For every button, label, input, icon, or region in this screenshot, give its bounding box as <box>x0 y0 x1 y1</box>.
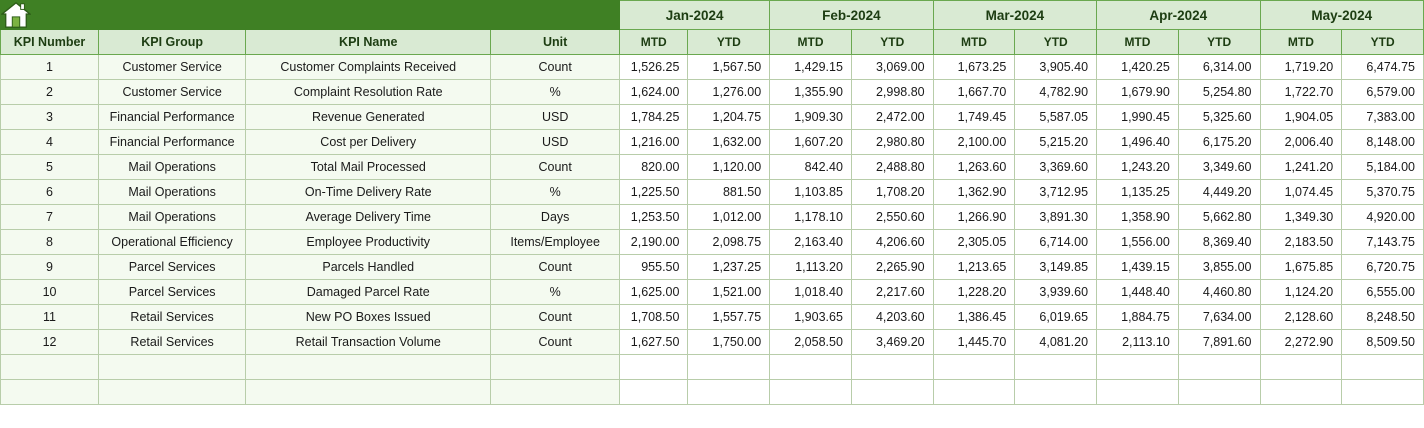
cell-may-ytd: 7,143.75 <box>1342 230 1424 255</box>
cell-mar-ytd <box>1015 380 1097 405</box>
cell-jan-ytd <box>688 380 770 405</box>
cell-feb-ytd: 3,069.00 <box>851 55 933 80</box>
cell-jan-mtd: 955.50 <box>620 255 688 280</box>
cell-kpi-number: 9 <box>1 255 99 280</box>
cell-feb-ytd <box>851 380 933 405</box>
cell-kpi-group: Retail Services <box>99 330 246 355</box>
cell-feb-ytd: 4,206.60 <box>851 230 933 255</box>
cell-feb-mtd: 1,113.20 <box>770 255 852 280</box>
cell-apr-mtd: 1,439.15 <box>1097 255 1179 280</box>
cell-kpi-number: 11 <box>1 305 99 330</box>
cell-kpi-group: Mail Operations <box>99 205 246 230</box>
cell-unit: Count <box>491 330 620 355</box>
cell-may-mtd <box>1260 380 1342 405</box>
table-row <box>1 305 1424 330</box>
cell-apr-mtd: 1,496.40 <box>1097 130 1179 155</box>
cell-kpi-group: Customer Service <box>99 80 246 105</box>
cell-mar-mtd: 1,266.90 <box>933 205 1015 230</box>
cell-feb-mtd: 2,058.50 <box>770 330 852 355</box>
cell-apr-mtd: 1,420.25 <box>1097 55 1179 80</box>
cell-kpi-number: 2 <box>1 80 99 105</box>
cell-jan-mtd: 820.00 <box>620 155 688 180</box>
cell-apr-ytd: 3,855.00 <box>1178 255 1260 280</box>
cell-feb-ytd: 2,488.80 <box>851 155 933 180</box>
cell-apr-ytd: 4,449.20 <box>1178 180 1260 205</box>
table-row <box>1 205 1424 230</box>
cell-kpi-group <box>99 380 246 405</box>
column-header-kpi-group: KPI Group <box>99 30 246 55</box>
cell-may-ytd <box>1342 380 1424 405</box>
cell-apr-ytd: 5,325.60 <box>1178 105 1260 130</box>
cell-kpi-name: Complaint Resolution Rate <box>246 80 491 105</box>
cell-mar-mtd: 1,263.60 <box>933 155 1015 180</box>
cell-feb-mtd: 842.40 <box>770 155 852 180</box>
cell-apr-ytd <box>1178 380 1260 405</box>
cell-may-mtd: 1,675.85 <box>1260 255 1342 280</box>
cell-apr-mtd: 1,884.75 <box>1097 305 1179 330</box>
cell-may-mtd: 2,128.60 <box>1260 305 1342 330</box>
cell-apr-mtd <box>1097 380 1179 405</box>
month-header-jan: Jan-2024 <box>620 1 770 30</box>
cell-jan-mtd: 1,627.50 <box>620 330 688 355</box>
cell-may-ytd: 8,248.50 <box>1342 305 1424 330</box>
cell-may-ytd: 8,148.00 <box>1342 130 1424 155</box>
cell-jan-mtd: 1,624.00 <box>620 80 688 105</box>
cell-kpi-number: 12 <box>1 330 99 355</box>
cell-apr-ytd: 5,662.80 <box>1178 205 1260 230</box>
cell-feb-mtd <box>770 380 852 405</box>
cell-jan-mtd: 1,708.50 <box>620 305 688 330</box>
cell-jan-mtd: 1,253.50 <box>620 205 688 230</box>
cell-mar-ytd: 3,369.60 <box>1015 155 1097 180</box>
cell-unit: Days <box>491 205 620 230</box>
cell-may-mtd: 1,124.20 <box>1260 280 1342 305</box>
cell-may-mtd: 1,074.45 <box>1260 180 1342 205</box>
cell-may-ytd: 8,509.50 <box>1342 330 1424 355</box>
cell-unit: % <box>491 180 620 205</box>
cell-kpi-name: New PO Boxes Issued <box>246 305 491 330</box>
table-row <box>1 255 1424 280</box>
cell-apr-ytd: 7,891.60 <box>1178 330 1260 355</box>
cell-unit: % <box>491 80 620 105</box>
cell-mar-mtd: 1,362.90 <box>933 180 1015 205</box>
cell-mar-mtd: 1,386.45 <box>933 305 1015 330</box>
cell-mar-mtd: 1,673.25 <box>933 55 1015 80</box>
cell-kpi-group: Financial Performance <box>99 130 246 155</box>
cell-mar-ytd: 5,587.05 <box>1015 105 1097 130</box>
table-row <box>1 180 1424 205</box>
cell-may-ytd: 5,370.75 <box>1342 180 1424 205</box>
cell-feb-ytd: 2,550.60 <box>851 205 933 230</box>
cell-may-mtd: 2,006.40 <box>1260 130 1342 155</box>
cell-feb-mtd: 1,103.85 <box>770 180 852 205</box>
cell-unit: % <box>491 280 620 305</box>
cell-apr-mtd: 1,990.45 <box>1097 105 1179 130</box>
column-header-jan-ytd: YTD <box>688 30 770 55</box>
cell-may-ytd: 4,920.00 <box>1342 205 1424 230</box>
cell-apr-mtd: 1,243.20 <box>1097 155 1179 180</box>
table-row <box>1 155 1424 180</box>
cell-jan-mtd: 1,625.00 <box>620 280 688 305</box>
cell-unit: Count <box>491 305 620 330</box>
table-row <box>1 130 1424 155</box>
cell-kpi-number <box>1 380 99 405</box>
column-header-mar-mtd: MTD <box>933 30 1015 55</box>
cell-apr-mtd: 1,556.00 <box>1097 230 1179 255</box>
column-header-row <box>1 30 1424 55</box>
cell-mar-ytd: 3,905.40 <box>1015 55 1097 80</box>
cell-kpi-group <box>99 355 246 380</box>
cell-unit: Count <box>491 255 620 280</box>
cell-mar-ytd: 4,782.90 <box>1015 80 1097 105</box>
cell-jan-ytd: 1,632.00 <box>688 130 770 155</box>
cell-apr-mtd: 1,135.25 <box>1097 180 1179 205</box>
cell-jan-mtd: 1,526.25 <box>620 55 688 80</box>
cell-jan-ytd: 1,557.75 <box>688 305 770 330</box>
cell-may-mtd: 2,272.90 <box>1260 330 1342 355</box>
table-row <box>1 105 1424 130</box>
cell-mar-mtd: 2,305.05 <box>933 230 1015 255</box>
cell-kpi-name: Damaged Parcel Rate <box>246 280 491 305</box>
month-header-feb: Feb-2024 <box>770 1 933 30</box>
cell-jan-ytd: 1,567.50 <box>688 55 770 80</box>
cell-kpi-number <box>1 355 99 380</box>
cell-feb-ytd: 2,980.80 <box>851 130 933 155</box>
month-header-apr: Apr-2024 <box>1097 1 1260 30</box>
table-row <box>1 280 1424 305</box>
cell-kpi-number: 5 <box>1 155 99 180</box>
cell-kpi-name: On-Time Delivery Rate <box>246 180 491 205</box>
cell-mar-mtd: 2,100.00 <box>933 130 1015 155</box>
cell-jan-mtd: 1,216.00 <box>620 130 688 155</box>
cell-mar-ytd: 4,081.20 <box>1015 330 1097 355</box>
cell-kpi-number: 7 <box>1 205 99 230</box>
cell-kpi-name <box>246 380 491 405</box>
cell-unit <box>491 355 620 380</box>
cell-may-mtd: 1,349.30 <box>1260 205 1342 230</box>
home-icon[interactable] <box>1 1 31 29</box>
cell-mar-ytd: 3,891.30 <box>1015 205 1097 230</box>
cell-unit: USD <box>491 105 620 130</box>
cell-kpi-number: 8 <box>1 230 99 255</box>
cell-jan-ytd <box>688 355 770 380</box>
cell-mar-ytd: 3,149.85 <box>1015 255 1097 280</box>
cell-unit: Items/Employee <box>491 230 620 255</box>
cell-apr-mtd: 1,679.90 <box>1097 80 1179 105</box>
cell-kpi-number: 4 <box>1 130 99 155</box>
month-header-mar: Mar-2024 <box>933 1 1096 30</box>
cell-feb-ytd: 2,472.00 <box>851 105 933 130</box>
cell-may-mtd <box>1260 355 1342 380</box>
cell-apr-ytd: 7,634.00 <box>1178 305 1260 330</box>
cell-jan-ytd: 1,120.00 <box>688 155 770 180</box>
cell-jan-ytd: 1,276.00 <box>688 80 770 105</box>
column-header-may-ytd: YTD <box>1342 30 1424 55</box>
cell-mar-ytd: 5,215.20 <box>1015 130 1097 155</box>
kpi-table-body <box>1 55 1424 405</box>
column-header-kpi-number: KPI Number <box>1 30 99 55</box>
cell-unit: Count <box>491 155 620 180</box>
cell-feb-mtd: 1,429.15 <box>770 55 852 80</box>
cell-apr-ytd: 3,349.60 <box>1178 155 1260 180</box>
header-band-row <box>1 1 1424 30</box>
cell-may-ytd: 6,720.75 <box>1342 255 1424 280</box>
cell-kpi-group: Retail Services <box>99 305 246 330</box>
cell-apr-ytd: 6,314.00 <box>1178 55 1260 80</box>
column-header-kpi-name: KPI Name <box>246 30 491 55</box>
cell-may-mtd: 2,183.50 <box>1260 230 1342 255</box>
cell-apr-mtd: 1,358.90 <box>1097 205 1179 230</box>
cell-jan-mtd: 1,784.25 <box>620 105 688 130</box>
cell-feb-ytd: 2,998.80 <box>851 80 933 105</box>
cell-may-ytd: 6,579.00 <box>1342 80 1424 105</box>
logo-cell[interactable] <box>1 1 620 30</box>
cell-jan-ytd: 881.50 <box>688 180 770 205</box>
cell-unit <box>491 380 620 405</box>
cell-mar-mtd: 1,667.70 <box>933 80 1015 105</box>
cell-kpi-name: Revenue Generated <box>246 105 491 130</box>
column-header-feb-ytd: YTD <box>851 30 933 55</box>
cell-jan-ytd: 1,521.00 <box>688 280 770 305</box>
cell-feb-mtd: 1,355.90 <box>770 80 852 105</box>
cell-apr-mtd: 2,113.10 <box>1097 330 1179 355</box>
cell-kpi-group: Financial Performance <box>99 105 246 130</box>
cell-mar-ytd <box>1015 355 1097 380</box>
cell-kpi-name: Total Mail Processed <box>246 155 491 180</box>
cell-jan-mtd <box>620 380 688 405</box>
cell-kpi-group: Operational Efficiency <box>99 230 246 255</box>
cell-kpi-name: Parcels Handled <box>246 255 491 280</box>
cell-jan-mtd: 1,225.50 <box>620 180 688 205</box>
cell-jan-mtd <box>620 355 688 380</box>
cell-kpi-number: 3 <box>1 105 99 130</box>
cell-may-ytd: 7,383.00 <box>1342 105 1424 130</box>
cell-feb-ytd: 2,217.60 <box>851 280 933 305</box>
cell-may-mtd: 1,904.05 <box>1260 105 1342 130</box>
cell-feb-ytd: 2,265.90 <box>851 255 933 280</box>
cell-feb-mtd: 1,607.20 <box>770 130 852 155</box>
cell-kpi-group: Mail Operations <box>99 155 246 180</box>
cell-apr-ytd: 4,460.80 <box>1178 280 1260 305</box>
cell-kpi-group: Customer Service <box>99 55 246 80</box>
cell-jan-mtd: 2,190.00 <box>620 230 688 255</box>
cell-mar-ytd: 3,939.60 <box>1015 280 1097 305</box>
cell-mar-ytd: 6,714.00 <box>1015 230 1097 255</box>
column-header-unit: Unit <box>491 30 620 55</box>
cell-jan-ytd: 1,204.75 <box>688 105 770 130</box>
cell-kpi-number: 10 <box>1 280 99 305</box>
cell-feb-ytd: 3,469.20 <box>851 330 933 355</box>
cell-mar-ytd: 6,019.65 <box>1015 305 1097 330</box>
cell-jan-ytd: 1,750.00 <box>688 330 770 355</box>
column-header-apr-mtd: MTD <box>1097 30 1179 55</box>
cell-kpi-name: Retail Transaction Volume <box>246 330 491 355</box>
cell-feb-mtd: 1,178.10 <box>770 205 852 230</box>
cell-mar-ytd: 3,712.95 <box>1015 180 1097 205</box>
cell-kpi-name <box>246 355 491 380</box>
cell-may-ytd: 5,184.00 <box>1342 155 1424 180</box>
cell-apr-ytd: 5,254.80 <box>1178 80 1260 105</box>
column-header-mar-ytd: YTD <box>1015 30 1097 55</box>
cell-mar-mtd: 1,213.65 <box>933 255 1015 280</box>
cell-apr-ytd: 8,369.40 <box>1178 230 1260 255</box>
cell-kpi-name: Average Delivery Time <box>246 205 491 230</box>
column-header-jan-mtd: MTD <box>620 30 688 55</box>
cell-feb-ytd: 1,708.20 <box>851 180 933 205</box>
cell-may-mtd: 1,719.20 <box>1260 55 1342 80</box>
cell-unit: Count <box>491 55 620 80</box>
cell-mar-mtd: 1,749.45 <box>933 105 1015 130</box>
cell-kpi-group: Parcel Services <box>99 280 246 305</box>
column-header-may-mtd: MTD <box>1260 30 1342 55</box>
cell-apr-ytd <box>1178 355 1260 380</box>
cell-may-mtd: 1,241.20 <box>1260 155 1342 180</box>
cell-feb-ytd: 4,203.60 <box>851 305 933 330</box>
cell-kpi-number: 6 <box>1 180 99 205</box>
column-header-feb-mtd: MTD <box>770 30 852 55</box>
table-row <box>1 330 1424 355</box>
cell-may-ytd: 6,474.75 <box>1342 55 1424 80</box>
cell-mar-mtd: 1,228.20 <box>933 280 1015 305</box>
cell-may-mtd: 1,722.70 <box>1260 80 1342 105</box>
cell-kpi-name: Cost per Delivery <box>246 130 491 155</box>
cell-kpi-number: 1 <box>1 55 99 80</box>
month-header-may: May-2024 <box>1260 1 1423 30</box>
cell-unit: USD <box>491 130 620 155</box>
cell-feb-mtd: 1,909.30 <box>770 105 852 130</box>
column-header-apr-ytd: YTD <box>1178 30 1260 55</box>
cell-mar-mtd <box>933 380 1015 405</box>
cell-feb-mtd: 1,903.65 <box>770 305 852 330</box>
cell-may-ytd: 6,555.00 <box>1342 280 1424 305</box>
cell-feb-mtd: 1,018.40 <box>770 280 852 305</box>
table-row <box>1 55 1424 80</box>
cell-jan-ytd: 1,012.00 <box>688 205 770 230</box>
cell-feb-mtd <box>770 355 852 380</box>
cell-kpi-group: Mail Operations <box>99 180 246 205</box>
cell-kpi-group: Parcel Services <box>99 255 246 280</box>
cell-feb-mtd: 2,163.40 <box>770 230 852 255</box>
table-row <box>1 80 1424 105</box>
cell-jan-ytd: 1,237.25 <box>688 255 770 280</box>
cell-mar-mtd <box>933 355 1015 380</box>
cell-kpi-name: Customer Complaints Received <box>246 55 491 80</box>
cell-apr-mtd: 1,448.40 <box>1097 280 1179 305</box>
cell-may-ytd <box>1342 355 1424 380</box>
cell-mar-mtd: 1,445.70 <box>933 330 1015 355</box>
cell-kpi-name: Employee Productivity <box>246 230 491 255</box>
table-row <box>1 380 1424 405</box>
cell-feb-ytd <box>851 355 933 380</box>
cell-jan-ytd: 2,098.75 <box>688 230 770 255</box>
cell-apr-ytd: 6,175.20 <box>1178 130 1260 155</box>
cell-apr-mtd <box>1097 355 1179 380</box>
table-row <box>1 230 1424 255</box>
table-row <box>1 355 1424 380</box>
